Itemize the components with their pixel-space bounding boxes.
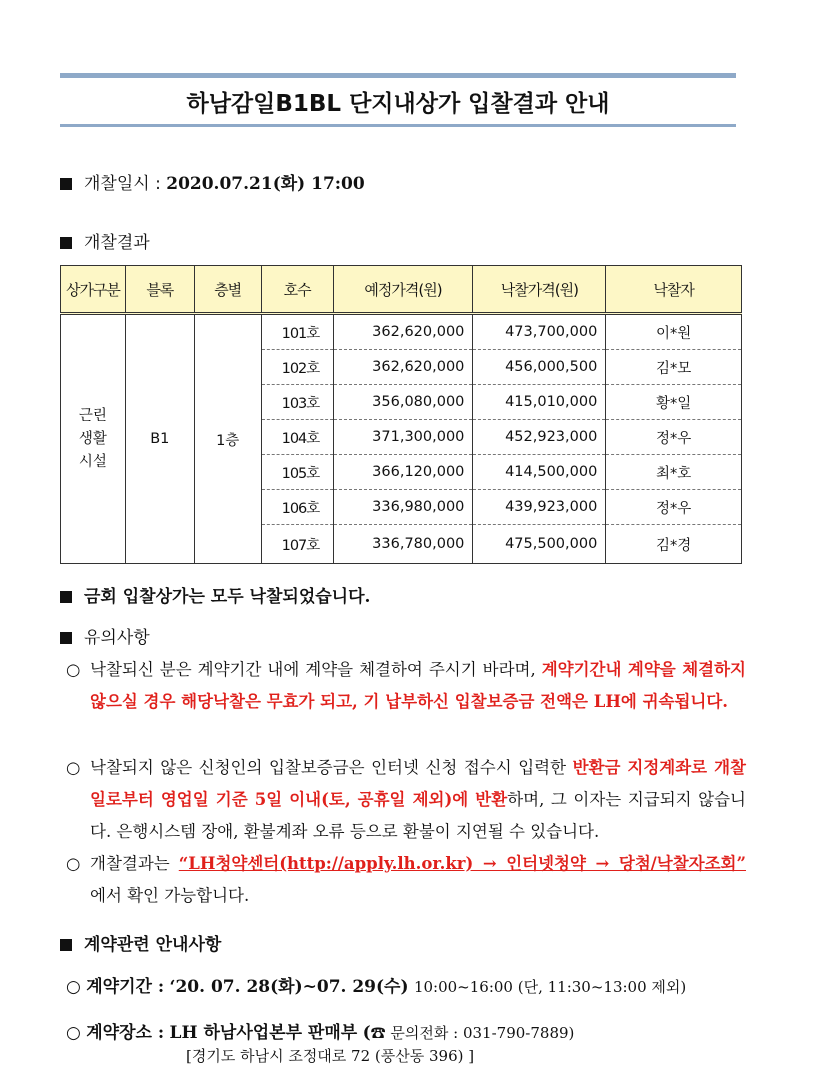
contract-address: [경기도 하남시 조정대로 72 (풍산동 396) ] — [186, 1047, 475, 1065]
unit-cell: 107호 — [261, 525, 333, 564]
floor-cell: 1층 — [194, 314, 261, 564]
contract-heading — [60, 930, 221, 955]
circle-bullet-icon: ○ — [66, 758, 81, 777]
winning-cell: 414,500,000 — [473, 455, 606, 490]
square-bullet-icon — [60, 237, 72, 249]
category-line: 근린 — [78, 407, 107, 424]
note-1-highlight: 계약기간내 계약을 체결하지 않으실 경우 해당낙찰은 무효가 되고, 기 납부하신 입찰보증금 전액은 LH에 귀속됩니다. — [90, 660, 746, 711]
square-bullet-icon — [60, 591, 72, 603]
planned-cell: 362,620,000 — [333, 314, 473, 350]
contract-place: ○ 계약장소 : LH 하남사업본부 판매부 (☎ 문의전화 : 031-790-7889) — [66, 1023, 575, 1043]
winner-cell: 최*호 — [606, 455, 742, 490]
opening-line — [60, 169, 365, 194]
contract-place-value: LH 하남사업본부 판매부 — [169, 1023, 358, 1043]
header-winner: 낙찰자 — [606, 266, 742, 314]
notes-heading — [60, 623, 150, 648]
notes-heading-text: 유의사항 — [84, 628, 150, 648]
planned-cell: 336,980,000 — [333, 490, 473, 525]
note-3-text-end: 에서 확인 가능합니다. — [90, 886, 250, 905]
winner-cell: 이*원 — [606, 314, 742, 350]
note-2-body — [90, 752, 746, 848]
table-row — [61, 314, 742, 350]
note-2 — [66, 752, 746, 848]
lh-center-link[interactable]: “LH청약센터(http://apply.lh.or.kr) → 인터넷청약 → 당첨/낙찰자조회” — [178, 854, 746, 873]
winner-cell: 정*우 — [606, 490, 742, 525]
table-header-row — [61, 266, 742, 314]
title-box — [60, 73, 736, 127]
block-cell: B1 — [125, 314, 194, 564]
winning-cell: 456,000,500 — [473, 350, 606, 385]
circle-bullet-icon: ○ — [66, 1023, 81, 1043]
unit-cell: 101호 — [261, 314, 333, 350]
opening-label: 개찰일시 : — [84, 174, 161, 194]
page-title: 하남감일B1BL 단지내상가 입찰결과 안내 — [186, 90, 610, 117]
all-sold-line — [60, 582, 370, 607]
circle-bullet-icon: ○ — [66, 977, 81, 997]
contract-period-time: 10:00~16:00 (단, 11:30~13:00 제외) — [413, 978, 687, 996]
note-2-highlight: 반환금 지정계좌로 개찰일로부터 영업일 기준 5일 이내(토, 공휴일 제외)에 반환 — [90, 758, 747, 809]
unit-cell: 103호 — [261, 385, 333, 420]
header-floor: 층별 — [194, 266, 261, 314]
note-3-body — [90, 848, 746, 912]
winning-cell: 415,010,000 — [473, 385, 606, 420]
header-category: 상가구분 — [61, 266, 126, 314]
contract-place-label: 계약장소 : — [86, 1023, 165, 1043]
contract-period — [66, 972, 686, 997]
contract-phone: ☎ 문의전화 : 031-790-7889) — [370, 1024, 575, 1042]
winner-cell: 김*경 — [606, 525, 742, 564]
opening-value: 2020.07.21(화) 17:00 — [166, 174, 365, 194]
winning-cell: 473,700,000 — [473, 314, 606, 350]
header-winning: 낙찰가격(원) — [473, 266, 606, 314]
planned-cell: 362,620,000 — [333, 350, 473, 385]
note-2-text: 낙찰되지 않은 신청인의 입찰보증금은 인터넷 신청 접수시 입력한 — [90, 758, 573, 777]
contract-period-label: 계약기간 : — [86, 977, 165, 997]
contract-heading-text: 계약관련 안내사항 — [84, 935, 222, 955]
note-2-text-end: 하며, 그 이자는 지급되지 않습니다. 은행시스템 장애, 환불계좌 오류 등으로 환불이 지연될 수 있습니다. — [90, 790, 746, 841]
results-heading — [60, 228, 150, 253]
circle-bullet-icon: ○ — [66, 854, 81, 873]
planned-cell: 336,780,000 — [333, 525, 473, 564]
note-3 — [66, 848, 746, 912]
note-1 — [66, 654, 746, 718]
winning-cell: 452,923,000 — [473, 420, 606, 455]
header-unit: 호수 — [261, 266, 333, 314]
winner-cell: 황*일 — [606, 385, 742, 420]
results-heading-text: 개찰결과 — [84, 233, 150, 253]
circle-bullet-icon: ○ — [66, 660, 81, 679]
winning-cell: 439,923,000 — [473, 490, 606, 525]
unit-cell: 102호 — [261, 350, 333, 385]
header-block: 블록 — [125, 266, 194, 314]
unit-cell: 106호 — [261, 490, 333, 525]
all-sold-text: 금회 입찰상가는 모두 낙찰되었습니다. — [84, 587, 371, 607]
category-cell — [61, 314, 126, 564]
square-bullet-icon — [60, 178, 72, 190]
category-line: 시설 — [78, 453, 107, 470]
winning-cell: 475,500,000 — [473, 525, 606, 564]
winner-cell: 김*모 — [606, 350, 742, 385]
contract-period-value: ‘20. 07. 28(화)~07. 29(수) — [169, 977, 409, 997]
category-line: 생활 — [78, 430, 107, 447]
note-3-text: 개찰결과는 — [90, 854, 179, 873]
planned-cell: 356,080,000 — [333, 385, 473, 420]
unit-cell: 105호 — [261, 455, 333, 490]
square-bullet-icon — [60, 632, 72, 644]
note-1-text: 낙찰되신 분은 계약기간 내에 계약을 체결하여 주시기 바라며, — [90, 660, 542, 679]
winner-cell: 정*우 — [606, 420, 742, 455]
header-planned: 예정가격(원) — [333, 266, 473, 314]
unit-cell: 104호 — [261, 420, 333, 455]
results-table — [60, 265, 742, 564]
square-bullet-icon — [60, 939, 72, 951]
note-1-body — [90, 654, 746, 718]
planned-cell: 371,300,000 — [333, 420, 473, 455]
planned-cell: 366,120,000 — [333, 455, 473, 490]
